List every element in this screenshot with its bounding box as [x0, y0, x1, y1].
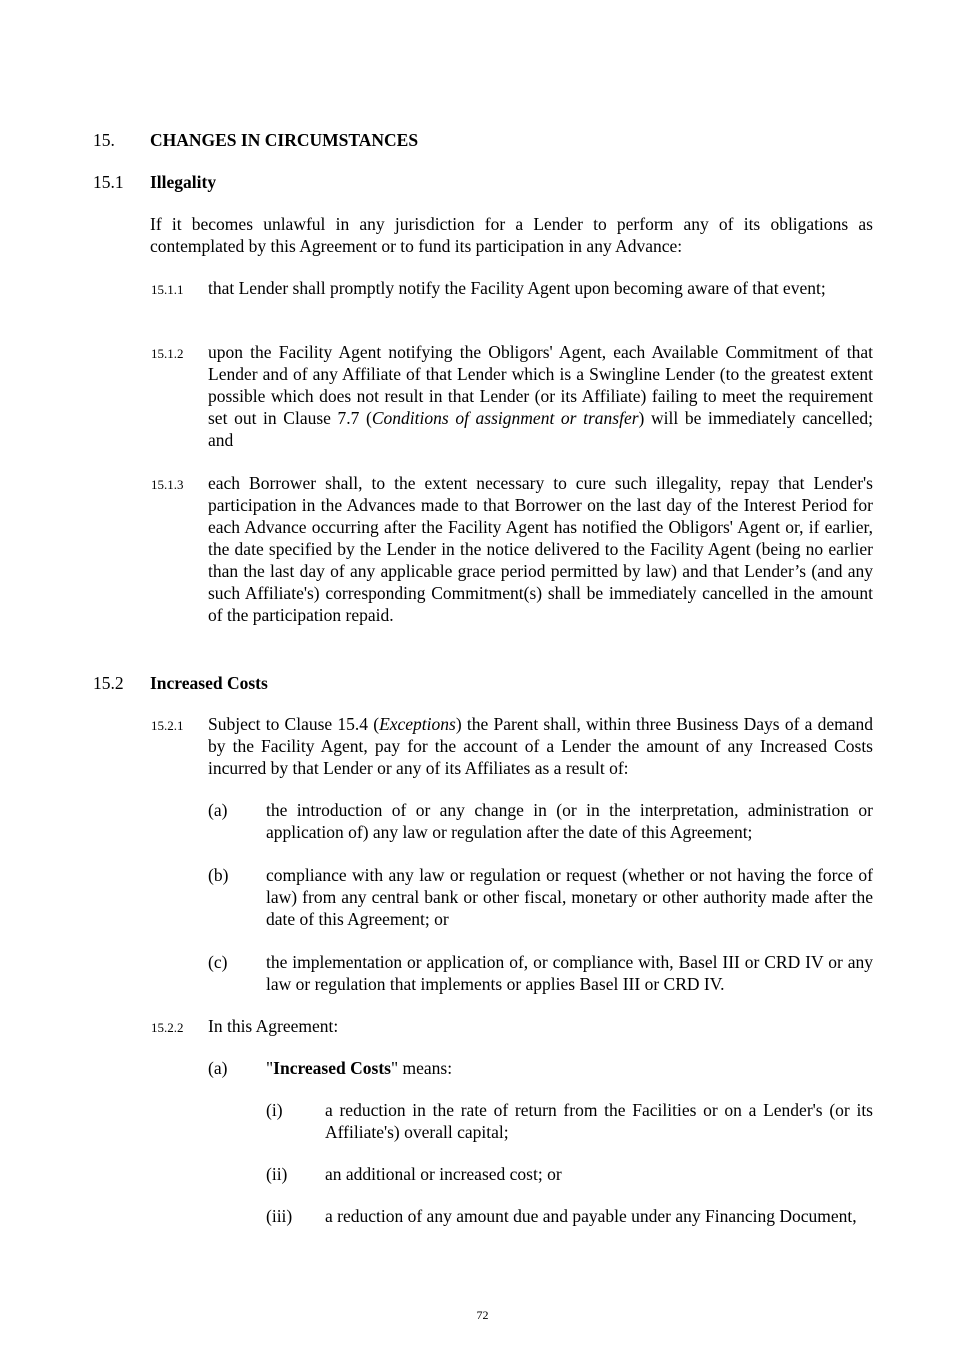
- clause-15-2-1-text-b: ) the Parent shall, within three Business Days of a demand by the Facility Agent, pay for the account of a Lender the amount of any Increased Costs incurred by that Lender or any of its Affiliates as a result of:: [208, 714, 873, 778]
- sub-c-label: (c): [208, 952, 228, 972]
- quote-close: ": [390, 1058, 399, 1078]
- definition-a-label: (a): [208, 1058, 228, 1078]
- roman-iii-text: a reduction of any amount due and payable under any Financing Document,: [325, 1206, 857, 1226]
- clause-15-2-1-number: 15.2.1: [151, 718, 184, 733]
- clause-15-1-2-text: [208, 341, 873, 451]
- clause-15-1-2-number: 15.1.2: [151, 346, 184, 361]
- clause-15-1-2-italic: Conditions of assignment or transfer: [371, 408, 639, 428]
- clause-15-2-title: Increased Costs: [150, 673, 268, 693]
- clause-15-1-1-text: that Lender shall promptly notify the Facility Agent upon becoming aware of that event;: [208, 278, 826, 298]
- clause-15-2-1-italic: Exceptions: [379, 714, 456, 734]
- section-title: CHANGES IN CIRCUMSTANCES: [150, 130, 419, 150]
- clause-15-2-1-text-a: Subject to Clause 15.4 (: [208, 714, 380, 734]
- sub-a-label: (a): [208, 800, 228, 820]
- defined-term: Increased Costs: [273, 1058, 391, 1078]
- clause-15-1-title: Illegality: [150, 172, 217, 192]
- sub-a-text: the introduction of or any change in (or in the interpretation, administration or application of) any law or regulation after the date of this Agreement;: [266, 800, 873, 842]
- section-number: 15.: [93, 130, 115, 150]
- clause-15-1-number: 15.1: [93, 172, 124, 192]
- clause-15-1-2-text-b: ) will be immediately cancelled; and: [208, 408, 874, 450]
- clause-15-2-number: 15.2: [93, 673, 124, 693]
- roman-iii-label: (iii): [266, 1206, 293, 1226]
- definition-a-means: means:: [398, 1058, 453, 1078]
- clause-15-1-3-text: each Borrower shall, to the extent necessary to cure such illegality, repay that Lender's participation in the Advances made to that Borrower on the last day of the Interest Period for each Advance occurring after the Facility Agent has notified the Obligors' Agent or, if earlier, the date specified by the Lender in the notice delivered to the Facility Agent (being no earlier than the last day of any applicable grace period permitted by law) and that Lender’s (and any such Affiliate's) corresponding Commitment(s) shall be immediately cancelled in the amount of the participation repaid.: [208, 473, 873, 625]
- roman-i-text: a reduction in the rate of return from the Facilities or on a Lender's (or its Affiliate's) overall capital;: [325, 1100, 873, 1142]
- clause-15-2-2-number: 15.2.2: [151, 1020, 184, 1035]
- quote-open: ": [266, 1058, 274, 1078]
- sub-b-text: compliance with any law or regulation or request (whether or not having the force of law) from any central bank or other fiscal, monetary or other authority made after the date of this Agreement; or: [266, 865, 873, 929]
- roman-i-label: (i): [266, 1100, 283, 1120]
- clause-15-1-3-number: 15.1.3: [151, 477, 184, 492]
- clause-15-1-1-number: 15.1.1: [151, 282, 184, 297]
- clause-15-2-1-text: [208, 713, 873, 779]
- clause-15-1-2-text-a: upon the Facility Agent notifying the Obligors' Agent, each Available Commitment of that Lender and of any Affiliate of that Lender which is a Swingline Lender (to the greatest extent possible which does not result in that Lender (or its Affiliate) failing to meet the requirement set out in Clause 7.7 (: [208, 342, 873, 428]
- roman-ii-label: (ii): [266, 1164, 288, 1184]
- sub-c-text: the implementation or application of, or compliance with, Basel III or CRD IV or any law or regulation that implements or applies Basel III or CRD IV.: [266, 952, 873, 994]
- definition-a-text: [266, 1057, 452, 1079]
- clause-15-2-2-text: In this Agreement:: [208, 1016, 339, 1036]
- roman-ii-text: an additional or increased cost; or: [325, 1164, 562, 1184]
- clause-15-1-intro: If it becomes unlawful in any jurisdiction for a Lender to perform any of its obligations as contemplated by this Agreement or to fund its participation in any Advance:: [150, 214, 873, 256]
- sub-b-label: (b): [208, 865, 229, 885]
- page-number: 72: [476, 1308, 489, 1322]
